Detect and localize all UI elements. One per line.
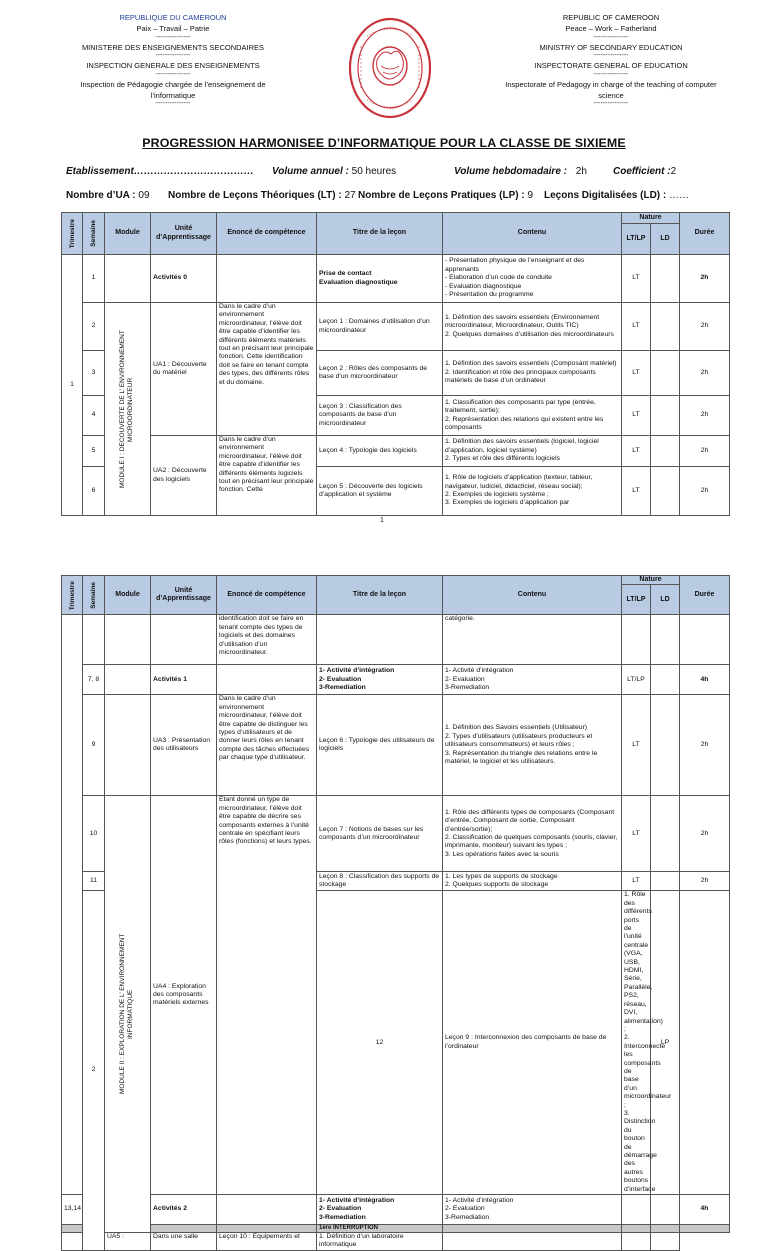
lesson-title: Leçon 10 : Equipements et xyxy=(217,1233,317,1251)
lesson-title: Leçon 7 : Notions de bases sur les composants d’un microordinateur xyxy=(317,796,443,872)
info-lt xyxy=(168,190,356,201)
nature-ltlp: LT/LP xyxy=(622,665,651,695)
lesson-title: Leçon 1 : Domaines d’utilisation d’un microordinateur xyxy=(317,303,443,351)
col-ld: LD xyxy=(651,224,680,255)
duree-cell xyxy=(651,1233,680,1251)
col-semaine: Semaine xyxy=(83,213,105,255)
ua-cell: UA5 : xyxy=(105,1233,151,1251)
lesson-title: Leçon 5 : Découverte des logiciels d’application et système xyxy=(317,467,443,516)
module-label: MODULE I : DECOUVERTE DE L’ ENVIRONNEMENT MICROORDINATEUR xyxy=(118,330,134,488)
separator: --------------- xyxy=(593,33,629,41)
coef-value: 2 xyxy=(670,166,677,177)
ld-label: Leçons Digitalisées (LD) : xyxy=(544,190,667,201)
separator: --------------- xyxy=(155,70,191,78)
progression-table-page1 xyxy=(61,212,730,516)
lesson-content: 1. Définition des savoirs essentiels (Composant matériel) 2. Identification et rôle des principaux composants matériels de base d’un ordinateur xyxy=(443,351,622,396)
col-unite: Unité d’Apprentissage xyxy=(151,576,217,615)
lesson-title: Leçon 3 : Classification des composants de base d’un microordinateur xyxy=(317,396,443,436)
ua-cell: UA4 : Exploration des composants matériels externes xyxy=(151,796,217,1195)
duree-cell: 2h xyxy=(680,872,730,891)
info-ua xyxy=(66,190,150,201)
nature-ld xyxy=(651,665,680,695)
enonce-cell: Dans le cadre d’un environnement microordinateur, l’élève doit être capable d’identifier les différents éléments logiciels tout en précisant leur principale fonction. Cette xyxy=(217,436,317,516)
col-contenu: Contenu xyxy=(443,213,622,255)
lesson-content: 1. Rôle de logiciels d’application (texteur, tableur, navigateur, ludiciel, didacticiel, réseau social); 2. Exemples de logiciels système ; 3. Exemples de logiciels d’application par xyxy=(443,467,622,516)
table-row xyxy=(62,1195,730,1225)
col-unite: Unité d’Apprentissage xyxy=(151,213,217,255)
nature-ld xyxy=(680,891,730,1195)
lesson-title: Leçon 8 : Classification des supports de stockage xyxy=(317,872,443,891)
col-module: Module xyxy=(105,576,151,615)
ua-cell xyxy=(151,615,217,665)
lesson-title: 1- Activité d’intégration 2- Evaluation 3-Remediation xyxy=(317,665,443,695)
republic-fr: REPUBLIQUE DU CAMEROUN xyxy=(119,13,227,22)
enonce-cell xyxy=(217,665,317,695)
module-cell xyxy=(105,255,151,303)
info-vol-annuel xyxy=(272,166,396,177)
duree-cell xyxy=(680,1225,730,1233)
table-row xyxy=(62,695,730,796)
ua-cell: UA2 : Découverte des logiciels xyxy=(151,436,217,516)
semaine-cell: 13,14 xyxy=(62,1195,83,1225)
page-number: 1 xyxy=(380,517,384,524)
nature-ld xyxy=(651,255,680,303)
enonce-cell: Dans le cadre d’un environnement microordinateur, l’élève doit être capable d’identifier les différents éléments matériels tout en précisant leur principale fonction. Cette identification doit se faire en tenant compte des types, des différents rôles et du domaine. xyxy=(217,303,317,436)
vol-annuel-value: 50 heures xyxy=(351,166,397,177)
semaine-cell xyxy=(62,1225,83,1233)
lesson-title: Leçon 9 : Interconnexion des composants de base de l’ordinateur xyxy=(443,891,622,1195)
col-ltlp: LT/LP xyxy=(622,585,651,615)
nature-ld xyxy=(651,396,680,436)
ministry-en: MINISTRY OF SECONDARY EDUCATION xyxy=(539,42,683,52)
page-title: PROGRESSION HARMONISEE D’INFORMATIQUE POUR LA CLASSE DE SIXIEME xyxy=(142,136,626,150)
lesson-content: 1- Activité d’intégration 2- Evaluation 3-Remediation xyxy=(443,1195,622,1225)
table-row xyxy=(62,255,730,303)
trimestre-cell: 2 xyxy=(83,891,105,1250)
module-cell xyxy=(105,665,151,695)
nature-ld xyxy=(651,351,680,396)
interruption-label: 1ère INTERRUPTION xyxy=(317,1225,443,1233)
semaine-cell xyxy=(62,1233,83,1251)
module-cell xyxy=(105,615,151,665)
nature-ld xyxy=(651,467,680,516)
duree-cell: 2h xyxy=(680,351,730,396)
lesson-content: 1. Définition des savoirs essentiels (logiciel, logiciel d’application, logiciel système) 2. Types et rôle des différents logiciels xyxy=(443,436,622,467)
enonce-cell xyxy=(217,1225,317,1233)
lt-value: 27 xyxy=(344,190,356,201)
vol-hebdo-label: Volume hebdomadaire : xyxy=(454,166,567,177)
table-row xyxy=(62,615,730,665)
enonce-cell: identification doit se faire en tenant compte des types de logiciels et des domaines d’utilisation d’un microordinateur. xyxy=(217,615,317,665)
lesson-content: 1. Définition des savoirs essentiels (Environnement microordinateur, Microordinateur, Outils TIC) 2. Quelques domaines d’utilisation des microordinateurs xyxy=(443,303,622,351)
semaine-cell: 9 xyxy=(83,695,105,796)
nature-ltlp: LT xyxy=(622,351,651,396)
nature-ld xyxy=(651,303,680,351)
nature-ltlp xyxy=(622,1225,651,1233)
lesson-title: Leçon 2 : Rôles des composants de base d’un microordinateur xyxy=(317,351,443,396)
nature-ltlp: LT xyxy=(622,695,651,796)
col-titre: Titre de la leçon xyxy=(317,213,443,255)
col-enonce: Enoncé de compétence xyxy=(217,213,317,255)
lesson-content: 1. Rôle des différents types de composants (Composant d’entrée, Composant de sortie, Composant d’entrée/sortie); 2. Classification de quelques composants (souris, clavier, imprimante, moniteur) suivant les types ; 3. Les opérations faites avec la souris xyxy=(443,796,622,872)
col-semaine: Semaine xyxy=(83,576,105,615)
info-coefficient xyxy=(613,166,676,177)
ua-cell xyxy=(151,1225,217,1233)
coef-label: Coefficient : xyxy=(613,166,671,177)
semaine-cell: 6 xyxy=(83,467,105,516)
col-enonce: Enoncé de compétence xyxy=(217,576,317,615)
nature-ld xyxy=(651,1225,680,1233)
nature-ld xyxy=(651,695,680,796)
official-seal xyxy=(347,16,433,120)
nature-ld xyxy=(622,1233,651,1251)
lesson-content: - Présentation physique de l’enseignant et des apprenants - Elaboration d’un code de conduite - Evaluation diagnostique - Présentation du programme xyxy=(443,255,622,303)
activity-label: Activités 2 xyxy=(151,1195,217,1225)
nature-ld xyxy=(651,796,680,872)
ua-cell: UA1 : Découverte du matériel xyxy=(151,303,217,436)
lesson-content xyxy=(443,1225,622,1233)
semaine-cell: 3 xyxy=(83,351,105,396)
module-cell xyxy=(105,303,151,516)
nature-ltlp: LT xyxy=(622,303,651,351)
separator: --------------- xyxy=(155,52,191,60)
col-contenu: Contenu xyxy=(443,576,622,615)
enonce-cell xyxy=(217,255,317,303)
duree-cell: 2h xyxy=(680,796,730,872)
etab-label: Etablissement……………………………… xyxy=(66,166,254,177)
duree-cell: 2h xyxy=(680,303,730,351)
separator: --------------- xyxy=(593,100,629,108)
table-row xyxy=(62,665,730,695)
info-lp xyxy=(358,190,533,201)
separator: --------------- xyxy=(593,52,629,60)
nature-ld xyxy=(651,1195,680,1225)
enonce-cell: Dans le cadre d’un environnement microordinateur, l’élève doit être capable de distinguer les types d’utilisateurs et de donner leurs rôles en tenant compte des tâches effectuées par chaque type d’utilisateur. xyxy=(217,695,317,796)
lesson-content: 1. Rôle des différents ports de l’unité centrale (VGA, USB, HDMI, Série, Parallèle, PS2, réseau, DVI, alimentation) ; 2. Interconnecte les composants de base d’un microordinateur ; 3. Distinction du bouton de démarrage des autres boutons d’interface xyxy=(622,891,651,1195)
inspection-en: INSPECTORATE GENERAL OF EDUCATION xyxy=(534,61,688,71)
module-cell xyxy=(105,695,151,796)
pedagogy-en: Inspectorate of Pedagogy in charge of the teaching of computer science xyxy=(505,79,717,101)
lesson-title: 1- Activité d’intégration 2- Evaluation 3-Remediation xyxy=(317,1195,443,1225)
col-ltlp: LT/LP xyxy=(622,224,651,255)
info-ld xyxy=(544,190,689,201)
enonce-cell: Dans une salle xyxy=(151,1233,217,1251)
nature-ltlp: LT xyxy=(622,467,651,516)
col-duree: Durée xyxy=(680,213,730,255)
semaine-cell: 4 xyxy=(83,396,105,436)
lt-label: Nombre de Leçons Théoriques (LT) : xyxy=(168,190,342,201)
col-nature: Nature xyxy=(622,213,680,224)
module-label: MODULE II : EXPLORATION DE L’ ENVIRONNEMENT INFORMATIQUE xyxy=(118,934,134,1095)
trimestre-cell xyxy=(62,615,83,1195)
nature-ltlp: LT xyxy=(622,796,651,872)
duree-cell: 4h xyxy=(680,665,730,695)
duree-cell: 2h xyxy=(680,436,730,467)
semaine-cell: 2 xyxy=(83,303,105,351)
separator: --------------- xyxy=(155,100,191,108)
separator: --------------- xyxy=(593,70,629,78)
nature-ltlp: LT xyxy=(622,872,651,891)
ld-value: …… xyxy=(669,190,690,201)
col-trimestre: Trimestre xyxy=(62,576,83,615)
lesson-content: 1. Classification des composants par type (entrée, traitement, sortie); 2. Représentation des relations qui existent entre les composants xyxy=(443,396,622,436)
lesson-title xyxy=(317,615,443,665)
ministry-fr: MINISTERE DES ENSEIGNEMENTS SECONDAIRES xyxy=(81,42,265,52)
col-duree: Durée xyxy=(680,576,730,615)
lp-value: 9 xyxy=(527,190,534,201)
semaine-cell: 1 xyxy=(83,255,105,303)
semaine-cell: 11 xyxy=(83,872,105,891)
enonce-cell: Etant donné un type de microordinateur, l’élève doit être capable de décrire ses composants externes à l’unité centrale en spécifiant leurs rôles (fonctions) et leurs types. xyxy=(217,796,317,1195)
col-titre: Titre de la leçon xyxy=(317,576,443,615)
nature-ltlp: LP xyxy=(651,891,680,1195)
nature-ltlp: LT xyxy=(622,396,651,436)
vol-hebdo-value: 2h xyxy=(575,166,587,177)
nature-ld xyxy=(651,615,680,665)
ua-cell: UA3 : Présentation des utilisateurs xyxy=(151,695,217,796)
nature-ltlp: LT xyxy=(622,255,651,303)
info-vol-hebdo xyxy=(454,166,587,177)
table-row xyxy=(62,796,730,872)
table-row xyxy=(62,1233,730,1251)
trimestre-cell: 1 xyxy=(62,255,83,516)
duree-cell: 2h xyxy=(680,467,730,516)
table-row xyxy=(62,303,730,351)
table-row xyxy=(62,436,730,467)
lesson-title: Prise de contact Evaluation diagnostique xyxy=(317,255,443,303)
duree-cell: 2h xyxy=(680,396,730,436)
lesson-content: 1. Les types de supports de stockage 2. Quelques supports de stockage xyxy=(443,872,622,891)
lesson-content: 1. Définition d’un laboratoire informatique xyxy=(317,1233,443,1251)
header-right xyxy=(496,12,726,108)
interruption-row xyxy=(62,1225,730,1233)
enonce-cell xyxy=(217,1195,317,1225)
progression-table-page2 xyxy=(61,575,730,1251)
nature-ld xyxy=(651,436,680,467)
lesson-title: Leçon 6 : Typologie des utilisateurs de logiciels xyxy=(317,695,443,796)
activity-label: Activités 0 xyxy=(151,255,217,303)
republic-en: REPUBLIC OF CAMEROON xyxy=(562,13,660,22)
duree-cell: 4h xyxy=(680,1195,730,1225)
inspection-fr: INSPECTION GENERALE DES ENSEIGNEMENTS xyxy=(86,61,260,71)
lesson-content: catégorie. xyxy=(443,615,622,665)
ua-value: 09 xyxy=(138,190,150,201)
motto-fr: Paix – Travail – Patrie xyxy=(136,24,210,34)
duree-cell: 2h xyxy=(680,255,730,303)
activity-label: Activités 1 xyxy=(151,665,217,695)
duree-cell xyxy=(680,615,730,665)
lp-label: Nombre de Leçons Pratiques (LP) : xyxy=(358,190,525,201)
col-nature: Nature xyxy=(622,576,680,585)
info-etablissement xyxy=(66,166,254,177)
semaine-cell: 10 xyxy=(83,796,105,872)
pedagogy-fr: Inspection de Pédagogie chargée de l’enseignement de l’informatique xyxy=(80,79,266,101)
nature-ltlp xyxy=(443,1233,622,1251)
lesson-content: 1. Définition des Savoirs essentiels (Utilisateur) 2. Types d’utilisateurs (utilisateurs producteurs et utilisateurs consommateurs) et leurs rôles ; 3. Représentation du triangle des relations entre le matériel, le logiciel et les utilisateurs. xyxy=(443,695,622,796)
semaine-cell: 7, 8 xyxy=(83,665,105,695)
semaine-cell: 12 xyxy=(317,891,443,1195)
col-ld: LD xyxy=(651,585,680,615)
duree-cell: 2h xyxy=(680,695,730,796)
col-module: Module xyxy=(105,213,151,255)
lesson-content: 1- Activité d’intégration 2- Evaluation 3-Remediation xyxy=(443,665,622,695)
seal-graphic xyxy=(347,16,433,120)
nature-ltlp xyxy=(622,1195,651,1225)
separator: --------------- xyxy=(155,33,191,41)
nature-ld xyxy=(651,872,680,891)
vol-annuel-label: Volume annuel : xyxy=(272,166,349,177)
semaine-cell xyxy=(83,615,105,665)
motto-en: Peace – Work – Fatherland xyxy=(565,24,657,34)
header-left xyxy=(58,12,288,108)
module-cell xyxy=(105,796,151,1233)
nature-ltlp xyxy=(622,615,651,665)
lesson-title: Leçon 4 : Typologie des logiciels xyxy=(317,436,443,467)
semaine-cell: 5 xyxy=(83,436,105,467)
ua-label: Nombre d’UA : xyxy=(66,190,136,201)
col-trimestre: Trimestre xyxy=(62,213,83,255)
nature-ltlp: LT xyxy=(622,436,651,467)
